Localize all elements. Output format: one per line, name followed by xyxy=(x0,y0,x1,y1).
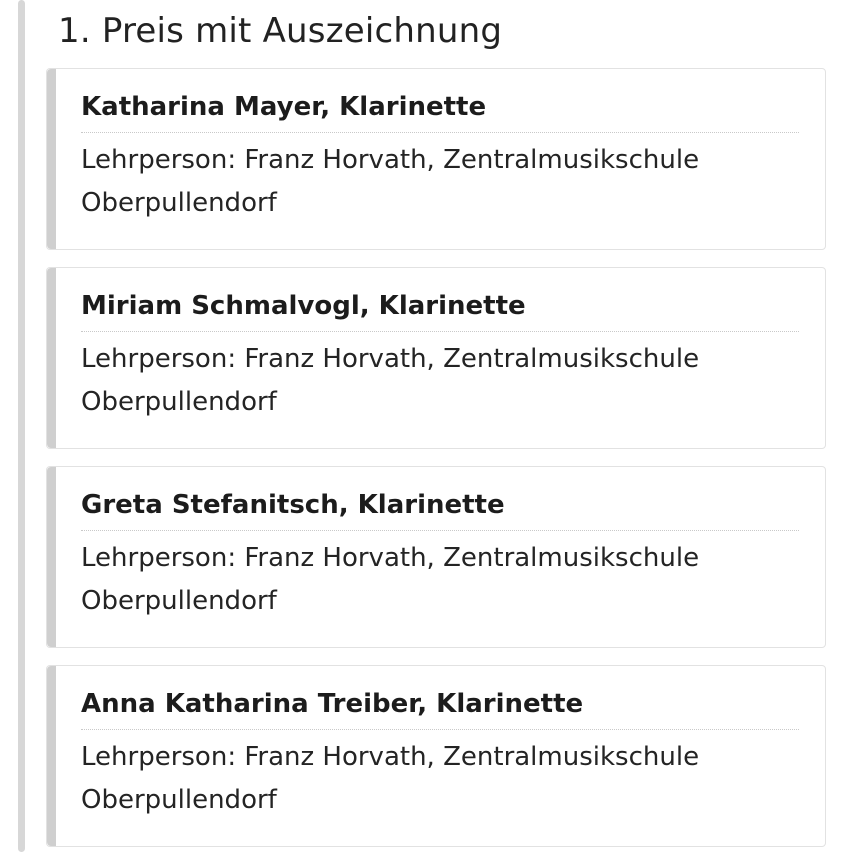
participant-name: Anna Katharina Treiber, Klarinette xyxy=(81,688,799,730)
participant-teacher: Lehrperson: Franz Horvath, Zentralmusikschule Oberpullendorf xyxy=(81,543,700,616)
list-item xyxy=(46,665,826,847)
participant-name: Miriam Schmalvogl, Klarinette xyxy=(81,290,799,332)
participant-name: Katharina Mayer, Klarinette xyxy=(81,91,799,133)
list-item xyxy=(46,466,826,648)
participant-teacher: Lehrperson: Franz Horvath, Zentralmusikschule Oberpullendorf xyxy=(81,145,700,218)
participant-teacher: Lehrperson: Franz Horvath, Zentralmusikschule Oberpullendorf xyxy=(81,742,700,815)
participant-teacher: Lehrperson: Franz Horvath, Zentralmusikschule Oberpullendorf xyxy=(81,344,700,417)
page-title: 1. Preis mit Auszeichnung xyxy=(58,11,503,51)
page-scrollbar[interactable] xyxy=(18,0,25,852)
list-item xyxy=(46,68,826,250)
results-list-container xyxy=(46,0,826,864)
list-item xyxy=(46,267,826,449)
participant-name: Greta Stefanitsch, Klarinette xyxy=(81,489,799,531)
